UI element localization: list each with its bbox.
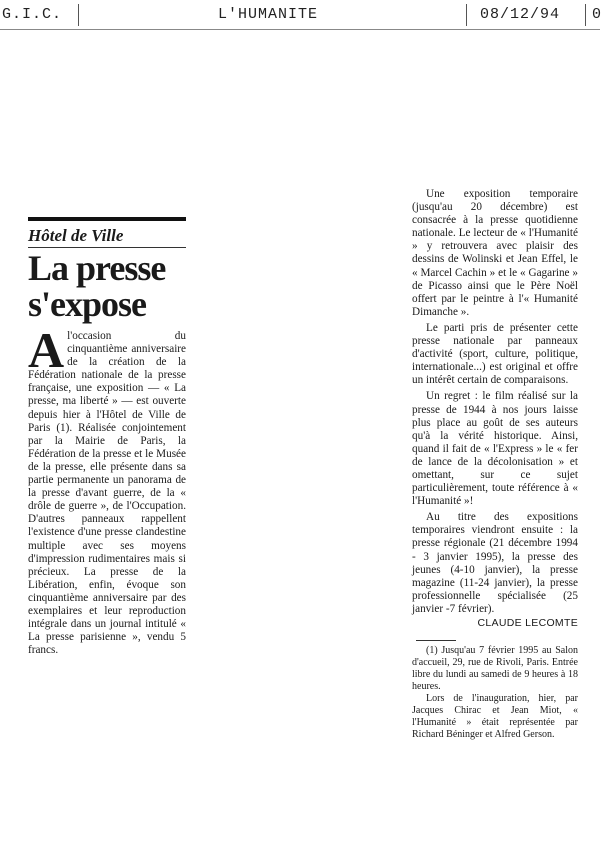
article-right-column [412, 188, 578, 741]
publication-date: 08/12/94 [480, 6, 561, 23]
footnote-rule [416, 640, 456, 641]
clipping-header [0, 0, 600, 30]
article-intro [28, 322, 186, 657]
header-divider [466, 4, 467, 26]
author-byline: CLAUDE LECOMTE [477, 617, 578, 629]
footnote-2: Lors de l'inauguration, hier, par Jacques Chirac et Jean Miot, « l'Humanité » était représentée par Richard Béninger et Alfred Gerson. [412, 693, 578, 741]
paragraph-3: Un regret : le film réalisé sur la presse de 1944 à nos jours laisse plus place au goût de ses auteurs qu'à la vérité historique. Ainsi, quand il fait de « l'Express » le « fer de lance de la décolonisation » et omettant, sur ce sujet particulièrement, toute référence à « l'Humanité »! [412, 390, 578, 508]
top-rule [28, 217, 186, 221]
paragraph-1: Une exposition temporaire (jusqu'au 20 décembre) est consacrée à la presse quotidienne nationale. Le lecteur de « l'Humanité » y retrouvera avec plaisir des dessins de Wolinski et Jean Effel, le « Marcel Cachin » et le « Gagarine » de Picasso ainsi que le Père Noël offert par le peintre à l'« Humanité Dimanche ». [412, 188, 578, 318]
header-tail: 0 [592, 6, 601, 23]
headline-line-1: La presse [28, 248, 166, 288]
header-rule [0, 29, 600, 30]
intro-text: l'occasion du cinquantième anniversaire de la création de la Fédération nationale de la presse française, une exposition — « La presse, ma liberté » — est ouverte depuis hier à l'Hôtel de Ville de Paris (1). Réalisée conjointement par la Mairie de Paris, la Fédération de la presse et le Musée de la presse, elle présente dans sa partie permanente un panorama de la presse d'avant guerre, de la « drôle de guerre », de l'Occupation. D'autres panneaux rappellent l'existence d'une presse clandestine multiple avec ses moyens d'impression rudimentaires mais si précieux. La presse de la Libération, enfin, évoque son cinquantième anniversaire par des exemplaires et leur reproduction intégrale dans un journal intitulé « La presse parisienne », vendu 5 francs. [28, 330, 186, 657]
footnote-1: (1) Jusqu'au 7 février 1995 au Salon d'accueil, 29, rue de Rivoli, Paris. Entrée libre du lundi au samedi de 9 heures à 18 heures. [412, 645, 578, 693]
paragraph-2: Le parti pris de présenter cette presse nationale par panneaux d'activité (sport, culture, politique, internationale...) est original et offre un intérêt certain de comparaisons. [412, 321, 578, 387]
header-divider [78, 4, 79, 26]
article-headline [28, 250, 186, 322]
newspaper-name: L'HUMANITE [218, 6, 319, 23]
drop-cap: A [28, 322, 65, 378]
footnotes [412, 645, 578, 741]
article-left-column [28, 217, 186, 657]
agency-label: G.I.C. [2, 6, 63, 23]
headline-line-2: s'expose [28, 284, 146, 324]
header-divider [585, 4, 586, 26]
article-kicker: Hôtel de Ville [28, 226, 124, 245]
paragraph-4: Au titre des expositions temporaires viendront ensuite : la presse régionale (21 décembre 1994 - 3 janvier 1995), la presse des jeunes (4-10 janvier), la presse magazine (11-24 janvier), la presse professionnelle spécialisée (25 janvier -7 février). [412, 511, 578, 615]
